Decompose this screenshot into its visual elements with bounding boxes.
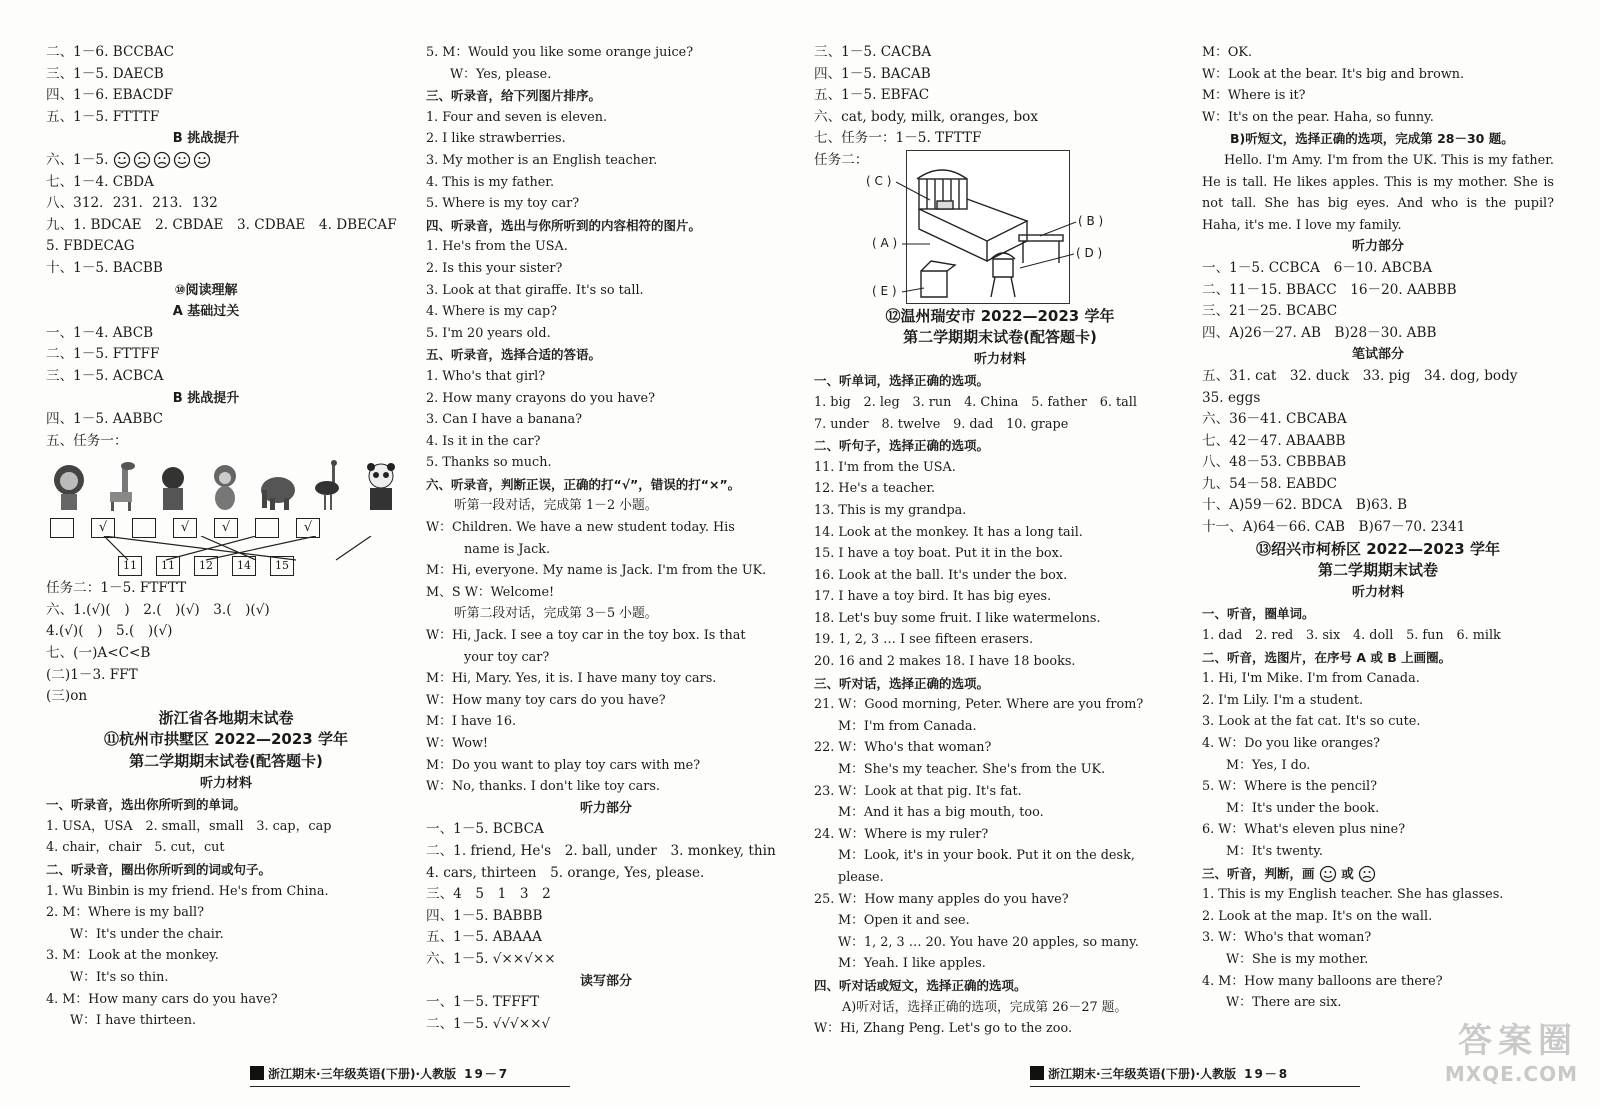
answer-line: 十、1－5. BACBB [46,259,163,276]
picture-label-e: ( E ) [872,284,897,298]
text-line: 1. Hi, I'm Mike. I'm from Canada. [1202,671,1420,687]
text-line: name is Jack. [464,541,551,557]
text-line: W：I have thirteen. [70,1013,197,1029]
watermark-logo-text: 答案圈 [1458,1021,1578,1061]
section-heading: A 基础过关 [172,304,240,320]
answer-line: 三、1－5. DAECB [46,65,164,82]
answer-line: 二、1－6. BCCBAC [46,44,174,60]
text-line: W：Yes, please. [450,66,552,82]
text-line: W：Hi, Jack. I see a toy car in the toy box. Is that [426,628,746,644]
picture-label-c: ( C ) [866,174,892,188]
text-line: 1. dad 2. red 3. six 4. doll 5. fun 6. milk [1202,628,1501,644]
text-line: 25. W：How many apples do you have? [814,891,1069,907]
text-line: 3. My mother is an English teacher. [426,152,658,168]
text-line: W：It's under the chair. [70,926,224,942]
text-line: 听第一段对话，完成第 1－2 小题。 [454,498,658,514]
text-line: 1. big 2. leg 3. run 4. China 5. father 6. tall [814,394,1137,410]
text-line: W：There are six. [1226,995,1342,1011]
footer-rule [1030,1086,1360,1088]
text-line: 2. M：Where is my ball? [46,905,204,921]
number-box: 11 [118,556,142,576]
text-line: please. [838,870,884,885]
question-heading: 三、听对话，选择正确的选项。 [814,675,990,691]
text-line: W：Hi, Zhang Peng. Let's go to the zoo. [814,1021,1073,1037]
text-line: 17. I have a toy bird. It has big eyes. [814,589,1052,605]
sad-face-icon [1358,865,1376,883]
answer-box [132,518,156,538]
answer-box: √ [173,518,197,538]
footer-mark-icon [1030,1066,1044,1080]
question-heading: 一、听音，圈单词。 [1202,606,1315,622]
answer-line: 一、1－5. BCBCA [426,821,544,838]
bedroom-illustration [907,151,1069,303]
answer-line: 七、1－4. CBDA [46,173,154,190]
text-line: 1. Who's that girl? [426,368,546,384]
text-line: W：1, 2, 3 … 20. You have 20 apples, so many. [838,934,1139,950]
picture-label-b: ( B ) [1078,214,1104,228]
question-heading [1202,863,1554,885]
text-line: 15. I have a toy boat. Put it in the box. [814,546,1063,562]
tiger-icon [154,460,192,512]
answer-line: 四、1－5. AABBC [46,411,163,428]
answer-box [255,518,279,538]
text-line: 3. Look at the fat cat. It's so cute. [1202,714,1421,730]
text-line: 2. Is this your sister? [426,260,563,276]
text-line: W：Wow! [426,736,489,751]
column-4 [1202,42,1554,1014]
answer-line: 五、任务一： [46,432,128,449]
footer-rule [250,1086,570,1088]
giraffe-icon [102,460,140,512]
heading-text: 三、听音，判断，画 [1202,865,1315,881]
elephant-icon [258,460,296,512]
answer-box: √ [91,518,115,538]
answer-line: 五、31. cat 32. duck 33. pig 34. dog, body [1202,367,1518,384]
column-1 [46,42,406,1032]
section-heading: 听力材料 [973,351,1026,367]
text-line: 23. W：Look at that pig. It's fat. [814,783,1022,799]
text-line: 1. Four and seven is eleven. [426,109,608,125]
monkey-icon [206,460,244,512]
answer-line: 4.(√)( ) 5.( )(√) [46,623,173,640]
number-box: 14 [232,556,256,576]
question-heading: 二、听句子，选择正确的选项。 [814,438,990,454]
text-line: 1. Wu Binbin is my friend. He's from China. [46,883,329,899]
text-line: W：Children. We have a new student today. His [426,520,735,536]
answer-box: √ [296,518,320,538]
animal-pictures [46,452,406,512]
answer-line: 九、1. BDCAE 2. CBDAE 3. CDBAE 4. DBECAF [46,216,397,233]
text-line: 16. Look at the ball. It's under the box. [814,567,1068,583]
lion-icon [50,460,88,512]
exam-title: ⑪杭州市拱墅区 2022—2023 学年 [104,730,348,749]
answer-line: (三)on [46,688,88,705]
text-line: 5. Where is my toy car? [426,196,580,212]
text-line: 5. M：Would you like some orange juice? [426,45,694,60]
exam-subtitle: 第二学期期末试卷(配答题卡) [129,752,323,771]
answer-line: 三、1－5. CACBA [814,44,932,60]
answer-line: 一、1－5. CCBCA 6－10. ABCBA [1202,259,1433,276]
text-line: M：And it has a big mouth, too. [838,805,1044,821]
page-number: 19－7 [464,1066,510,1081]
question-heading: 六、听录音，判断正误，正确的打“√”，错误的打“×”。 [426,476,741,492]
footer-title: 浙江期末·三年级英语(下册)·人教版 [1048,1066,1237,1081]
answer-line: 五、1－5. FTTTF [46,108,160,125]
text-line: M、S W：Welcome! [426,584,555,600]
question-heading: 四、听对话或短文，选择正确的选项。 [814,977,1027,993]
answer-line: 四、A)26－27. AB B)28－30. ABB [1202,324,1437,341]
answer-line: 任务二：1－5. FTFTT [46,580,187,597]
text-line: 4. M：How many cars do you have? [46,991,278,1007]
footer-left [250,1062,570,1084]
answer-line-faces [46,150,406,172]
watermark-url: MXQE.COM [1444,1062,1578,1086]
text-line: 4. W：Do you like oranges? [1202,736,1380,752]
animal-task [46,452,406,578]
text-line: 4. Is it in the car? [426,433,541,449]
text-line: 5. I'm 20 years old. [426,325,551,341]
text-line: 14. Look at the monkey. It has a long tail. [814,524,1083,540]
text-line: M：Open it and see. [838,913,970,929]
question-heading: 二、听录音，圈出你所听到的词或句子。 [46,862,272,877]
answer-line: 五、1－5. ABAAA [426,929,542,946]
answer-line: 4. cars, thirteen 5. orange, Yes, please. [426,864,705,881]
picture-label-d: ( D ) [1076,246,1103,260]
answer-line: 七、42－47. ABAABB [1202,432,1346,449]
section-heading: 笔试部分 [1351,347,1404,363]
text-line: 2. Look at the map. It's on the wall. [1202,908,1433,924]
text-line: 3. M：Look at the monkey. [46,948,219,964]
column-2 [426,42,786,1035]
answer-line: 二、1－5. √√√××√ [426,1015,551,1032]
text-line: 22. W：Who's that woman? [814,740,992,756]
text-line: W：She is my mother. [1226,951,1369,967]
answer-line: 35. eggs [1202,389,1261,406]
footer-mark-icon [250,1066,264,1080]
text-line: W：No, thanks. I don't like toy cars. [426,779,660,795]
answer-line: 二、1－5. FTTFF [46,346,160,363]
picture-label-a: ( A ) [872,236,898,250]
exam-subtitle: 第二学期期末试卷 [1317,561,1438,580]
answer-box: √ [214,518,238,538]
heading-text: 或 [1341,865,1354,881]
answer-line: 四、1－6. EBACDF [46,87,174,104]
text-line: 21. W：Good morning, Peter. Where are you from? [814,697,1144,713]
question-heading: 一、听录音，选出你所听到的单词。 [46,797,247,813]
text-line: M：Hi, everyone. My name is Jack. I'm from the UK. [426,563,767,579]
answer-line: (二)1－3. FFT [46,666,138,683]
answer-line: 六、cat, body, milk, oranges, box [814,108,1039,125]
text-line: W：It's on the pear. Haha, so funny. [1202,109,1434,125]
answer-line: 任务二： [814,151,869,168]
answer-line: 四、1－5. BABBB [426,907,543,924]
text-line: your toy car? [464,649,550,665]
text-line: 听第二段对话，完成第 3－5 小题。 [454,606,658,622]
number-box: 15 [270,556,294,576]
text-line: 13. This is my grandpa. [814,502,967,518]
answer-line: 五、1－5. EBFAC [814,87,930,104]
answer-box [50,518,74,538]
text-line: M：I have 16. [426,714,517,730]
text-line: 3. W：Who's that woman? [1202,930,1372,946]
text-line: M：OK. [1202,45,1253,60]
exam-subtitle: 第二学期期末试卷(配答题卡) [903,328,1097,347]
question-heading: 二、听音，选图片，在序号 A 或 B 上画圈。 [1202,649,1452,665]
text-line: 18. Let's buy some fruit. I like watermelons. [814,610,1101,626]
answer-line: 二、11－15. BBACC 16－20. AABBB [1202,281,1457,298]
section-heading: 听力材料 [1351,584,1404,600]
text-line: 20. 16 and 2 makes 18. I have 18 books. [814,654,1076,670]
text-line: 1. USA，USA 2. small，small 3. cap，cap [46,818,332,834]
section-title: 浙江省各地期末试卷 [158,708,294,727]
text-line: 5. W：Where is the pencil? [1202,779,1377,795]
text-line: 3. Look at that giraffe. It's so tall. [426,282,644,298]
footer-right [1030,1062,1360,1084]
text-line: 12. He's a teacher. [814,481,936,497]
text-line: W：How many toy cars do you have? [426,692,666,708]
answer-line: 一、1－4. ABCB [46,324,154,341]
text-line: M：It's twenty. [1226,843,1323,859]
section-heading: 听力部分 [1351,239,1404,255]
question-heading: 三、听录音，给下列图片排序。 [426,88,602,104]
text-line: 4. chair，chair 5. cut，cut [46,840,225,856]
section-heading: 听力材料 [199,775,252,791]
text-line: W：It's so thin. [70,969,169,985]
text-line: M：She's my teacher. She's from the UK. [838,762,1106,778]
page-number: 19－8 [1244,1066,1290,1081]
text-line: 4. This is my father. [426,174,555,190]
answer-line: 三、4 5 1 3 2 [426,886,551,903]
exam-title: ⑫温州瑞安市 2022—2023 学年 [885,306,1115,325]
number-box: 12 [194,556,218,576]
section-heading: B 挑战提升 [172,131,240,147]
text-line: 2. I'm Lily. I'm a student. [1202,692,1364,708]
passage: Hello. I'm Amy. I'm from the UK. This is my father. He is tall. He likes apples. This is my mother. She is not tall. She has big eyes. And who is the pupil? Haha, it's me. I love my family. [1202,152,1554,233]
answer-line: 七、(一)A<C<B [46,645,151,662]
text-line: M：Yeah. I like apples. [838,956,986,972]
text-line: 4. M：How many balloons are there? [1202,973,1443,989]
panda-icon [362,460,400,512]
watermark [1445,1013,1578,1086]
bedroom-picture [906,150,1070,304]
text-line: 3. Can I have a banana? [426,412,582,428]
answer-line: 八、312．231．213．132 [46,195,218,212]
footer-title: 浙江期末·三年级英语(下册)·人教版 [268,1066,457,1081]
answer-line: 六、1.(√)( ) 2.( )(√) 3.( )(√) [46,601,270,618]
text-line: 5. Thanks so much. [426,455,552,471]
smiley-face-icon [1319,865,1337,883]
answer-line: 二、1. friend, He's 2. ball, under 3. monkey, thin [426,842,776,859]
text-line: M：Where is it? [1202,88,1306,104]
answer-line: 十一、A)64－66. CAB B)67－70. 2341 [1202,519,1466,536]
ostrich-icon [310,460,348,512]
smiley-faces-icon [113,151,213,169]
answer-line: 十、A)59－62. BDCA B)63. B [1202,497,1408,514]
text-line: 11. I'm from the USA. [814,459,956,475]
answer-line: 三、1－5. ACBCA [46,367,164,384]
answer-line: 四、1－5. BACAB [814,65,931,82]
section-heading: B 挑战提升 [172,390,240,406]
text-line: 1. He's from the USA. [426,239,568,255]
text-line: 19. 1, 2, 3 … I see fifteen erasers. [814,632,1034,648]
section-heading: 读写部分 [579,973,632,989]
text-line: M：Hi, Mary. Yes, it is. I have many toy cars. [426,671,717,687]
answer-line: 七、任务一：1－5. TFTTF [814,130,982,147]
text-line: 4. Where is my cap? [426,304,558,320]
text-line: M：Yes, I do. [1226,757,1311,773]
question-heading: 五、听录音，选择合适的答语。 [426,347,602,363]
text-line: M：Look, it's in your book. Put it on the desk, [838,848,1135,864]
text-line: 2. How many crayons do you have? [426,390,655,406]
number-boxes [46,556,294,576]
question-heading: B)听短文，选择正确的选项，完成第 28－30 题。 [1230,131,1514,147]
text-line: 1. This is my English teacher. She has glasses. [1202,887,1504,903]
text-line: M：I'm from Canada. [838,718,977,734]
answer-line: 六、36－41. CBCABA [1202,411,1347,428]
answer-line: 九、54－58. EABDC [1202,475,1338,492]
answer-line: 一、1－5. TFFFT [426,994,540,1011]
question-heading: 一、听单词，选择正确的选项。 [814,373,990,389]
answer-label: 六、1－5. [46,151,109,168]
question-heading: 四、听录音，选出与你所听到的内容相符的图片。 [426,217,702,233]
answer-line: 5. FBDECAG [46,238,135,255]
text-line: 7. under 8. twelve 9. dad 10. grape [814,416,1069,432]
exam-title: ⑬绍兴市柯桥区 2022—2023 学年 [1256,539,1500,558]
answer-line: 六、1－5. √××√×× [426,950,556,967]
answer-line: 八、48－53. CBBBAB [1202,454,1347,471]
answer-line: 三、21－25. BCABC [1202,303,1338,320]
number-box: 11 [156,556,180,576]
text-line: M：It's under the book. [1226,800,1380,816]
text-line: 24. W：Where is my ruler? [814,826,989,842]
answer-boxes [46,518,406,538]
section-title: ⑩阅读理解 [174,282,238,298]
text-line: 6. W：What's eleven plus nine? [1202,822,1406,838]
section-heading: 听力部分 [579,800,632,816]
text-line: W：Look at the bear. It's big and brown. [1202,66,1465,82]
text-line: M：Do you want to play toy cars with me? [426,757,701,773]
text-line: 2. I like strawberries. [426,131,566,147]
text-line: A)听对话，选择正确的选项，完成第 26－27 题。 [842,999,1128,1015]
